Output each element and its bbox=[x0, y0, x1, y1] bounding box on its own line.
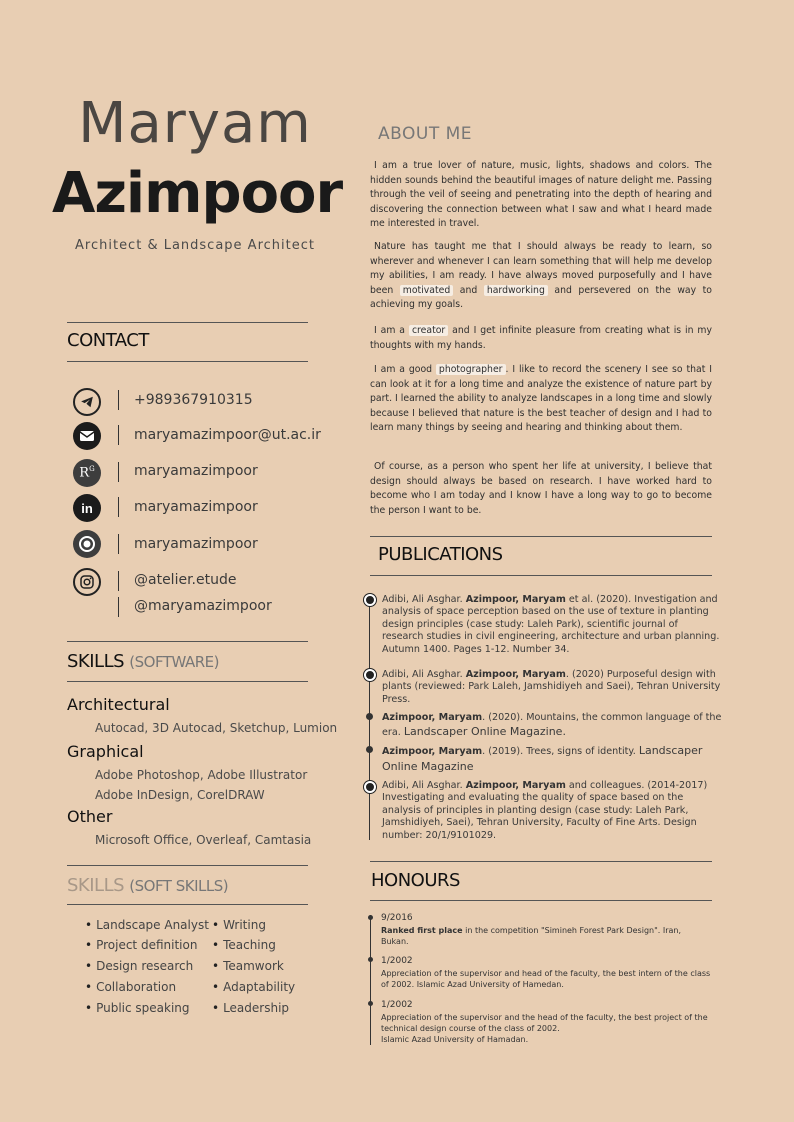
honours-heading: HONOURS bbox=[371, 870, 460, 891]
timeline-dot bbox=[364, 594, 376, 606]
instagram-icon[interactable] bbox=[73, 568, 101, 596]
soft-skill-item: • Public speaking bbox=[85, 1001, 190, 1015]
text-run: and persevered on the way to achieving my goals. bbox=[370, 284, 712, 311]
timeline-dot bbox=[366, 713, 373, 720]
pub-authors: Adibi, Ali Asghar. bbox=[382, 669, 466, 680]
contact-separator bbox=[118, 534, 119, 554]
skills-software-heading bbox=[67, 651, 219, 672]
pub-author-bold: Azimpoor, Maryam bbox=[382, 712, 483, 723]
about-paragraph-5: Of course, as a person who spent her life at university, I believe that design should always be based on research. I have worked hard to become who I am today and I know I have a long way to go to become the person I want to be. bbox=[370, 461, 712, 516]
publication-item bbox=[382, 669, 722, 706]
instagram-handle-2[interactable]: @maryamazimpoor bbox=[134, 598, 272, 614]
publication-item bbox=[382, 711, 722, 740]
divider bbox=[67, 322, 308, 323]
last-name: Azimpoor bbox=[52, 161, 343, 226]
honours-timeline bbox=[370, 915, 371, 1045]
text-run: I am a bbox=[374, 325, 406, 336]
honour-bold: Ranked first place bbox=[381, 926, 463, 935]
pub-authors: Adibi, Ali Asghar. bbox=[382, 780, 466, 791]
timeline-dot bbox=[368, 915, 373, 920]
pub-details: et al. (2020). Investigation and analysis of space perception based on the use of texture in planting design principles (case study: Laleh Park), scientific journal of research studies in civil engineering, architecture and urban planning. Autumn 1400. Pages 1-12. Number 34. bbox=[382, 594, 720, 655]
honour-text bbox=[381, 925, 711, 947]
pub-author-bold: Azimpoor, Maryam bbox=[465, 669, 566, 680]
soft-skill-item: • Teaching bbox=[212, 938, 276, 952]
email-address[interactable]: maryamazimpoor@ut.ac.ir bbox=[134, 427, 321, 443]
highlight-creator: creator bbox=[409, 325, 448, 336]
divider bbox=[370, 575, 712, 576]
pub-venue: Landscaper Online Magazine bbox=[382, 744, 703, 773]
honour-date: 1/2002 bbox=[381, 956, 413, 966]
contact-separator bbox=[118, 571, 119, 591]
timeline-dot bbox=[366, 746, 373, 753]
pub-details: . (2020). Mountains, the common language of the era. bbox=[382, 712, 722, 738]
pub-author-bold: Azimpoor, Maryam bbox=[382, 746, 483, 757]
text-run: I am a good bbox=[374, 364, 433, 375]
divider bbox=[67, 681, 308, 682]
skill-line: Autocad, 3D Autocad, Sketchup, Lumion bbox=[95, 721, 338, 735]
honour-date: 9/2016 bbox=[381, 913, 413, 923]
first-name: Maryam bbox=[78, 91, 312, 156]
soft-skill-item: • Design research bbox=[85, 959, 193, 973]
publication-item bbox=[382, 743, 722, 775]
honour-desc: Appreciation of the supervisor and the head of the faculty, the best project of the technical design course of the class of 2002. bbox=[381, 1013, 708, 1033]
pub-authors: Adibi, Ali Asghar. bbox=[382, 594, 466, 605]
divider bbox=[370, 861, 712, 862]
honour-text: Appreciation of the supervisor and head of the faculty, the best intern of the class of 2002. Islamic Azad University of Hamedan. bbox=[381, 969, 711, 989]
timeline-dot bbox=[368, 1001, 373, 1006]
email-icon[interactable] bbox=[73, 422, 101, 450]
skill-group-other: Other bbox=[67, 807, 113, 826]
instagram-handle-1[interactable]: @atelier.etude bbox=[134, 572, 237, 588]
highlight-photographer: photographer bbox=[436, 364, 506, 375]
about-paragraph-3 bbox=[370, 324, 712, 353]
contact-heading: CONTACT bbox=[67, 330, 149, 351]
text-run: Nature has taught me that I should always be ready to learn, so wherever and whenever I can learn something that will help me develop my abilities, I am ready. I have always moved purposefully and I have been bbox=[370, 241, 712, 296]
researchgate-handle[interactable]: maryamazimpoor bbox=[134, 463, 258, 479]
soft-skill-item: • Collaboration bbox=[85, 980, 176, 994]
job-title: Architect & Landscape Architect bbox=[75, 238, 315, 253]
divider bbox=[370, 900, 712, 901]
researchgate-icon[interactable]: $R^G$ bbox=[73, 459, 101, 487]
soft-skills-heading-sub: (SOFT SKILLS) bbox=[129, 877, 229, 895]
about-paragraph-2 bbox=[370, 240, 712, 313]
contact-separator bbox=[118, 425, 119, 445]
about-heading: ABOUT ME bbox=[378, 124, 473, 144]
publications-heading: PUBLICATIONS bbox=[378, 544, 503, 565]
contact-separator bbox=[118, 390, 119, 410]
skills-heading-sub: (SOFTWARE) bbox=[129, 653, 219, 671]
contact-separator bbox=[118, 462, 119, 482]
pub-author-bold: Azimpoor, Maryam bbox=[465, 594, 566, 605]
text-run: and bbox=[459, 284, 478, 296]
publication-item bbox=[382, 780, 722, 842]
highlight-motivated: motivated bbox=[400, 285, 453, 296]
telegram-icon[interactable] bbox=[73, 388, 101, 416]
divider bbox=[67, 641, 308, 642]
timeline-dot bbox=[364, 781, 376, 793]
skill-line: Microsoft Office, Overleaf, Camtasia bbox=[95, 833, 312, 847]
pub-details: . (2019). Trees, signs of identity. bbox=[482, 746, 639, 757]
text-run: . I like to record the scenery I see so that I can look at it for a long time and analyze the existence of nature part by part. I learned the ability to analyze landscapes in a long time and slowly because I believed that nature is the best teacher of design and I had to learn many things by seeing and hearing and thinking about them. bbox=[370, 364, 712, 434]
divider bbox=[67, 865, 308, 866]
skills-soft-heading bbox=[67, 875, 228, 896]
divider bbox=[67, 904, 308, 905]
soft-skills-heading-label: SKILLS bbox=[67, 875, 125, 896]
orcid-icon[interactable] bbox=[73, 530, 101, 558]
about-paragraph-1: I am a true lover of nature, music, lights, shadows and colors. The hidden sounds behind the beautiful images of nature delight me. Passing through the veil of seeing and penetrating into the depth of hearing and discovering the connection between what I saw and what I heard made me interested in travel. bbox=[370, 160, 712, 230]
pub-details: . (2020) Purposeful design with plants (reviewed: Park Laleh, Jamshidiyeh and Saei), Tehran University Press. bbox=[382, 669, 721, 705]
soft-skill-item: • Project definition bbox=[85, 938, 197, 952]
timeline-dot bbox=[364, 669, 376, 681]
about-paragraph-4 bbox=[370, 363, 712, 436]
orcid-handle[interactable]: maryamazimpoor bbox=[134, 536, 258, 552]
linkedin-icon[interactable]: in bbox=[73, 494, 101, 522]
skills-heading-label: SKILLS bbox=[67, 651, 125, 672]
divider bbox=[370, 536, 712, 537]
soft-skill-item: • Writing bbox=[212, 918, 266, 932]
divider bbox=[67, 361, 308, 362]
skill-line: Adobe Photoshop, Adobe Illustrator bbox=[95, 768, 308, 782]
soft-skill-item: • Leadership bbox=[212, 1001, 289, 1015]
pub-details: and colleagues. (2014-2017) Investigating and evaluating the quality of space based on the analysis of principles in planting design (case study: Laleh Park, Jamshidiyeh, Saei), Tehran University, Faculty of Fine Arts. Design number: 20/1/9101029. bbox=[382, 780, 708, 841]
highlight-hardworking: hardworking bbox=[484, 285, 548, 296]
timeline-dot bbox=[368, 957, 373, 962]
skill-line: Adobe InDesign, CorelDRAW bbox=[95, 788, 265, 802]
skill-group-graphical: Graphical bbox=[67, 742, 144, 761]
pub-author-bold: Azimpoor, Maryam bbox=[465, 780, 566, 791]
pub-venue: Landscaper Online Magazine. bbox=[403, 725, 566, 738]
phone-number[interactable]: +989367910315 bbox=[134, 392, 253, 408]
publication-item bbox=[382, 594, 722, 656]
contact-separator bbox=[118, 597, 119, 617]
honour-text bbox=[381, 1012, 711, 1045]
text-run: and I get infinite pleasure from creating what is in my thoughts with my hands. bbox=[370, 325, 712, 351]
skill-group-architectural: Architectural bbox=[67, 695, 170, 714]
honour-date: 1/2002 bbox=[381, 1000, 413, 1010]
soft-skill-item: • Landscape Analyst bbox=[85, 918, 209, 932]
contact-separator bbox=[118, 497, 119, 517]
soft-skill-item: • Teamwork bbox=[212, 959, 284, 973]
honour-desc: in the competition "Simineh Forest Park Design". Iran, Bukan. bbox=[381, 926, 682, 946]
linkedin-handle[interactable]: maryamazimpoor bbox=[134, 499, 258, 515]
honour-desc-2: Islamic Azad University of Hamadan. bbox=[381, 1035, 529, 1044]
soft-skill-item: • Adaptability bbox=[212, 980, 295, 994]
